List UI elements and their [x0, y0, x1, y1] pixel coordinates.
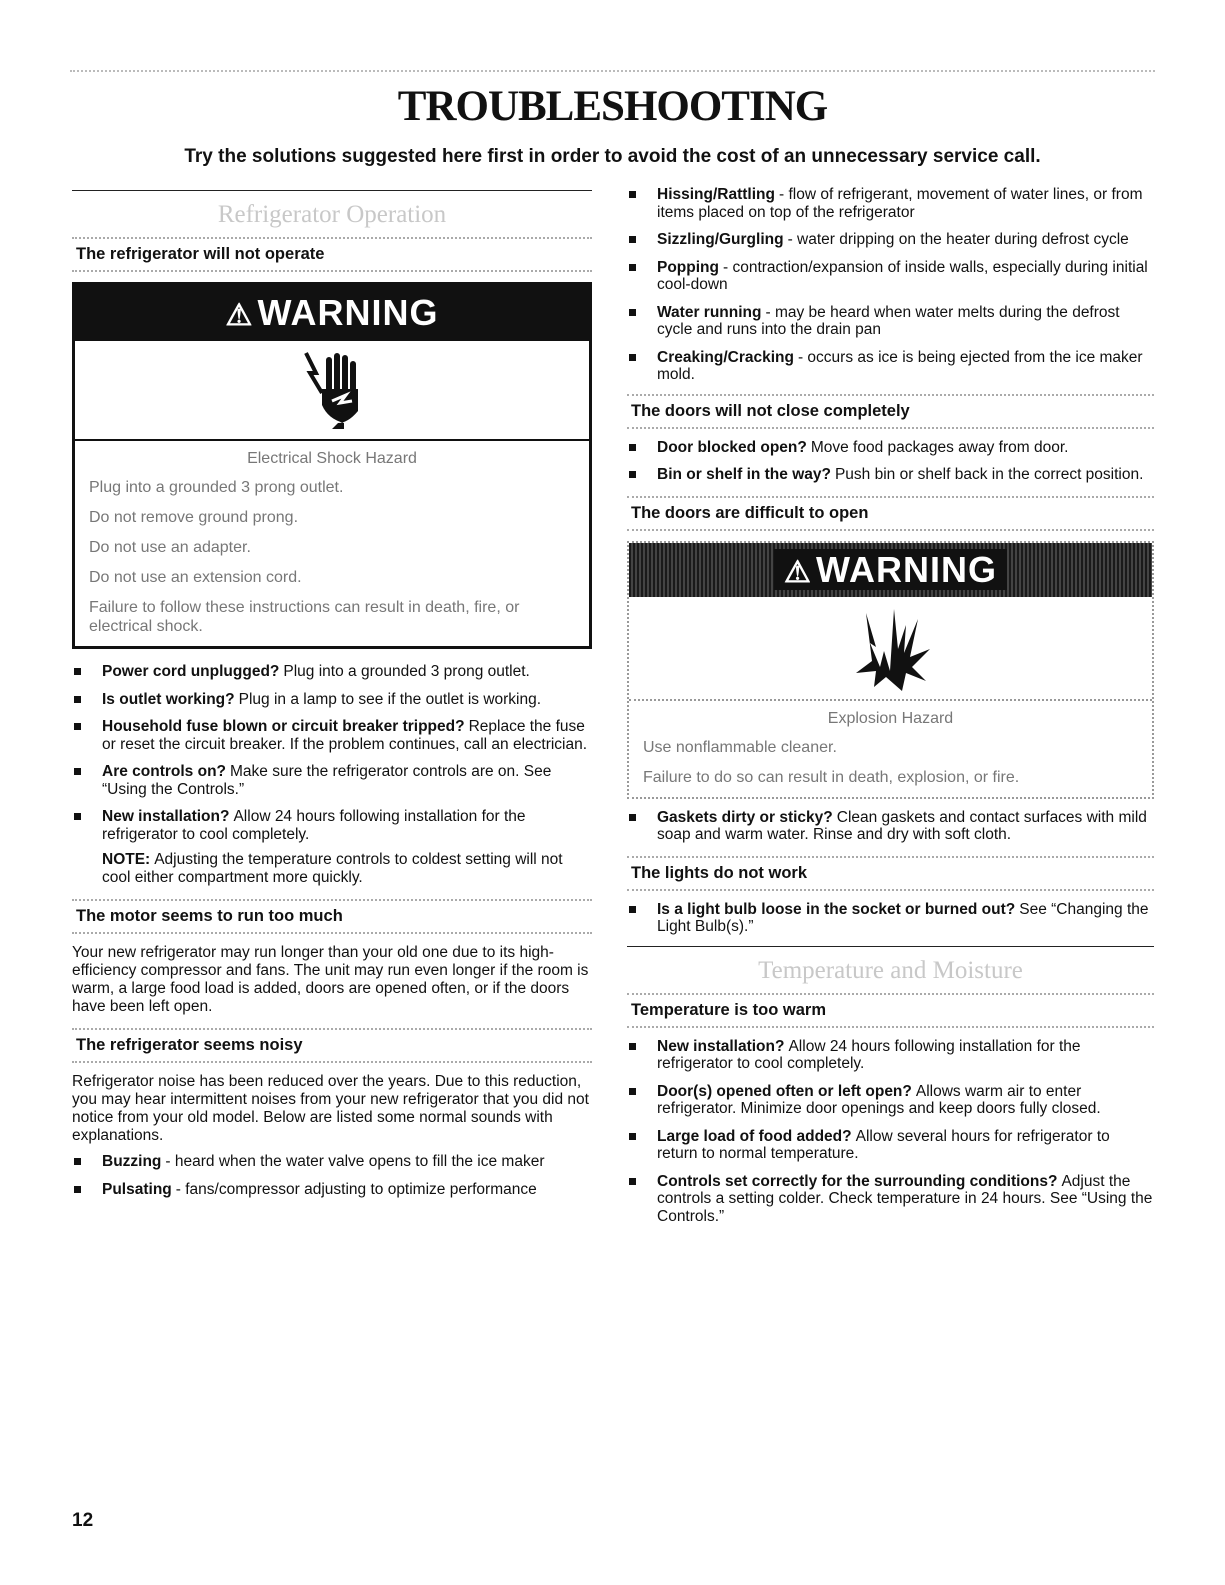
- bullet-icon: [629, 1133, 636, 1140]
- bullet-icon: [74, 1186, 81, 1193]
- section-rule: [627, 946, 1154, 947]
- item-text: - may be heard when water melts during the defrost cycle and runs into the drain pan: [657, 303, 1120, 338]
- bullet-icon: [74, 668, 81, 675]
- bullet-icon: [629, 444, 636, 451]
- warning-line: Failure to follow these instructions can result in death, fire, or electrical shock.: [89, 599, 520, 635]
- section-title-operation: Refrigerator Operation: [217, 201, 447, 228]
- item-lead: Bin or shelf in the way?: [657, 466, 831, 483]
- item-text: - flow of refrigerant, movement of water lines, or from items placed on top of the refrigerator: [657, 186, 1143, 221]
- item-text: Adjust the controls a setting colder. Check temperature in 24 hours. See “Using the Controls.”: [657, 1172, 1153, 1225]
- hazard-title: Explosion Hazard: [827, 709, 954, 727]
- bullet-icon: [629, 1178, 636, 1185]
- doors-close-list: [627, 439, 1154, 484]
- heading-noisy: The refrigerator seems noisy: [72, 1028, 592, 1063]
- left-column: [72, 186, 592, 1208]
- list-item: [72, 1153, 592, 1171]
- bullet-icon: [629, 1043, 636, 1050]
- warning-triangle-icon: ⚠: [784, 555, 812, 589]
- list-item: [627, 1083, 1154, 1118]
- list-item: [627, 1128, 1154, 1163]
- item-lead: Controls set correctly for the surrounding conditions?: [657, 1172, 1058, 1190]
- warning-line: Do not use an extension cord.: [89, 569, 302, 586]
- shock-icon-area: [75, 341, 589, 441]
- item-lead: Is outlet working?: [102, 690, 235, 708]
- note-text: Adjusting the temperature controls to coldest setting will not cool either compartment more quickly.: [102, 851, 563, 886]
- list-item: [72, 808, 592, 843]
- item-text: Plug in a lamp to see if the outlet is working.: [238, 690, 542, 708]
- item-text: - heard when the water valve opens to fill the ice maker: [165, 1153, 545, 1170]
- bullet-icon: [74, 768, 81, 775]
- bullet-icon: [629, 309, 636, 316]
- item-lead: New installation?: [657, 1037, 785, 1055]
- list-item: [72, 1181, 592, 1199]
- item-lead: Household fuse blown or circuit breaker tripped?: [102, 718, 465, 735]
- heading-too-warm: Temperature is too warm: [627, 993, 1154, 1028]
- bullet-icon: [629, 354, 636, 361]
- list-item: [627, 349, 1154, 384]
- note: [72, 851, 592, 887]
- bullet-icon: [629, 191, 636, 198]
- heading-doors-open: The doors are difficult to open: [627, 496, 1154, 531]
- electrical-warning-box: [72, 282, 592, 649]
- heading-motor: The motor seems to run too much: [72, 899, 592, 934]
- item-text: Allow 24 hours following installation for the refrigerator to cool completely.: [102, 808, 526, 843]
- list-item: [627, 809, 1154, 844]
- lights-list: [627, 901, 1154, 936]
- list-item: [627, 439, 1154, 457]
- item-lead: Sizzling/Gurgling: [657, 231, 784, 248]
- heading-doors-close: The doors will not close completely: [627, 394, 1154, 429]
- noise-list-right: [627, 186, 1154, 384]
- note-label: NOTE:: [102, 851, 151, 868]
- warning-triangle-icon: ⚠: [225, 299, 254, 332]
- list-item: [627, 466, 1154, 484]
- heading-not-operate: The refrigerator will not operate: [72, 237, 592, 272]
- warning-label: WARNING: [257, 292, 439, 333]
- explosion-icon: [846, 607, 936, 691]
- right-column: [627, 186, 1154, 1235]
- warning-label: WARNING: [815, 548, 997, 590]
- item-lead: Door blocked open?: [657, 438, 807, 456]
- item-text: Replace the fuse or reset the circuit breaker. If the problem continues, call an electrician.: [102, 718, 588, 753]
- warning-line: Do not use an adapter.: [89, 539, 251, 556]
- item-text: See “Changing the Light Bulb(s).”: [657, 900, 1149, 935]
- list-item: [627, 304, 1154, 339]
- list-item: [627, 231, 1154, 249]
- item-lead: New installation?: [102, 808, 230, 825]
- item-text: - fans/compressor adjusting to optimize performance: [175, 1180, 537, 1198]
- bullet-icon: [629, 471, 636, 478]
- warning-text: [75, 441, 589, 646]
- motor-text: Your new refrigerator may run longer than your old one due to its high-efficiency compressor and fans. The unit may run even longer if the room is warm, a large food load is added, doors are opened often, or if the doors have been left open.: [72, 944, 589, 1015]
- item-lead: Pulsating: [102, 1180, 172, 1198]
- noisy-text: Refrigerator noise has been reduced over the years. Due to this reduction, you may hear intermittent noises from your new refrigerator that you did not notice from your old model. Below are listed some normal sounds with explanations.: [72, 1073, 589, 1144]
- item-lead: Is a light bulb loose in the socket or burned out?: [657, 900, 1016, 918]
- electrical-shock-icon: [292, 349, 372, 431]
- warning-line: Do not remove ground prong.: [89, 509, 299, 526]
- item-lead: Creaking/Cracking: [657, 348, 794, 366]
- bullet-icon: [629, 264, 636, 271]
- heading-lights: The lights do not work: [627, 856, 1154, 891]
- item-text: Allows warm air to enter refrigerator. Minimize door openings and keep doors fully closed.: [657, 1082, 1101, 1117]
- explosion-icon-area: [629, 597, 1152, 701]
- bullet-icon: [74, 723, 81, 730]
- explosion-warning-box: [627, 541, 1154, 799]
- item-lead: Are controls on?: [102, 763, 227, 780]
- item-text: Plug into a grounded 3 prong outlet.: [283, 663, 530, 680]
- item-text: Push bin or shelf back in the correct position.: [834, 466, 1144, 483]
- item-lead: Hissing/Rattling: [657, 186, 775, 203]
- item-lead: Popping: [657, 258, 719, 276]
- item-lead: Power cord unplugged?: [102, 663, 280, 680]
- bullet-icon: [629, 906, 636, 913]
- list-item: [72, 763, 592, 798]
- list-item: [72, 718, 592, 753]
- page-title: TROUBLESHOOTING: [397, 83, 828, 130]
- item-lead: Water running: [657, 303, 762, 321]
- bullet-icon: [74, 1158, 81, 1165]
- item-text: Make sure the refrigerator controls are on. See “Using the Controls.”: [102, 763, 552, 798]
- section-rule: [72, 190, 592, 191]
- item-lead: Buzzing: [102, 1153, 162, 1170]
- bullet-icon: [74, 696, 81, 703]
- item-text: Allow several hours for refrigerator to return to normal temperature.: [657, 1127, 1110, 1162]
- list-item: [72, 663, 592, 681]
- item-lead: Large load of food added?: [657, 1127, 852, 1145]
- warning-header: [629, 543, 1152, 597]
- too-warm-list: [627, 1038, 1154, 1226]
- list-item: [627, 1038, 1154, 1073]
- item-text: - occurs as ice is being ejected from the ice maker mold.: [657, 348, 1143, 383]
- warning-header: [75, 285, 589, 341]
- item-text: Allow 24 hours following installation for the refrigerator to cool completely.: [657, 1037, 1081, 1072]
- list-item: [627, 1173, 1154, 1226]
- top-dotted-rule: [70, 70, 1155, 72]
- item-lead: Gaskets dirty or sticky?: [657, 808, 833, 826]
- warning-line: Plug into a grounded 3 prong outlet.: [89, 479, 344, 496]
- item-text: - contraction/expansion of inside walls, especially during initial cool-down: [657, 258, 1148, 293]
- bullet-icon: [629, 236, 636, 243]
- warning-line: Use nonflammable cleaner.: [643, 738, 837, 756]
- bullet-icon: [629, 814, 636, 821]
- hazard-title: Electrical Shock Hazard: [247, 450, 417, 467]
- page-subtitle: Try the solutions suggested here first in order to avoid the cost of an unnecessary service call.: [184, 146, 1041, 167]
- doors-open-list: [627, 809, 1154, 844]
- page-number: 12: [72, 1510, 94, 1531]
- warning-text: [629, 701, 1152, 797]
- list-item: [627, 186, 1154, 221]
- noise-list-left: [72, 1153, 592, 1198]
- bullet-icon: [629, 1088, 636, 1095]
- section-title-temperature: Temperature and Moisture: [758, 956, 1023, 984]
- list-item: [627, 901, 1154, 936]
- item-text: - water dripping on the heater during defrost cycle: [787, 231, 1129, 248]
- item-text: Move food packages away from door.: [810, 438, 1069, 456]
- item-lead: Door(s) opened often or left open?: [657, 1082, 912, 1100]
- warning-line: Failure to do so can result in death, explosion, or fire.: [643, 768, 1020, 786]
- list-item: [627, 259, 1154, 294]
- bullet-icon: [74, 813, 81, 820]
- list-item: [72, 691, 592, 709]
- item-text: Clean gaskets and contact surfaces with mild soap and warm water. Rinse and dry with soft cloth.: [657, 808, 1147, 843]
- not-operate-list: [72, 663, 592, 843]
